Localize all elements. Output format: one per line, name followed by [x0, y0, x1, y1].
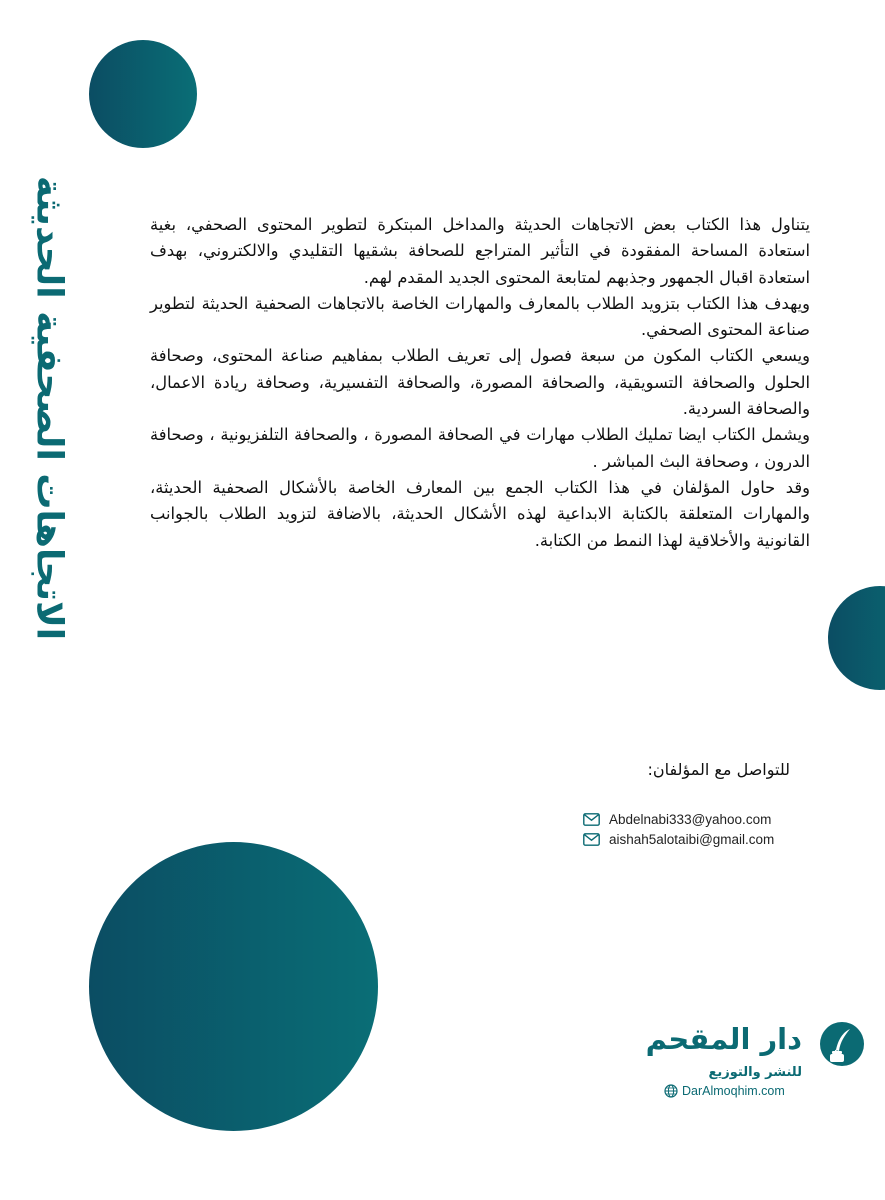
mail-icon — [583, 833, 600, 846]
spine-title: الاتجاهات الصحفية الحديثة — [28, 175, 70, 641]
decorative-circle-right — [828, 586, 885, 690]
globe-icon — [664, 1084, 678, 1098]
description-paragraph: ويشمل الكتاب ايضا تمليك الطلاب مهارات في الصحافة المصورة ، والصحافة التلفزيونية ، وصحافة الدرون ، وصحافة البث المباشر . — [150, 425, 810, 471]
contact-title: للتواصل مع المؤلفان: — [647, 760, 790, 779]
decorative-circle-large — [89, 842, 378, 1131]
quill-inkwell-icon — [818, 1020, 866, 1072]
description-paragraph: ويسعي الكتاب المكون من سبعة فصول إلى تعريف الطلاب بمفاهيم صناعة المحتوى، وصحافة الحلول والصحافة التسويقية، والصحافة المصورة، والصحافة التفسيرية، وصحافة ريادة الاعمال، والصحافة السردية. — [150, 346, 810, 419]
mail-icon — [583, 813, 600, 826]
publisher-logo — [640, 1018, 880, 1118]
publisher-subtitle: للنشر والتوزيع — [708, 1065, 802, 1080]
description-paragraph: يتناول هذا الكتاب بعض الاتجاهات الحديثة والمداخل المبتكرة لتطوير المحتوى الصحفي، بغية استعادة المساحة المفقودة في التأثير المتراجع للصحافة بشقيها التقليدي والالكتروني، بهدف استعادة اقبال الجمهور وجذبهم لمتابعة المحتوى الجديد المقدم لهم. — [150, 215, 810, 287]
book-description — [150, 212, 810, 554]
description-paragraph: ويهدف هذا الكتاب بتزويد الطلاب بالمعارف والمهارات الخاصة بالاتجاهات الصحفية الحديثة لتطوير صناعة المحتوى الصحفي. — [150, 293, 810, 340]
publisher-website[interactable] — [664, 1084, 785, 1098]
email-link[interactable]: Abdelnabi333@yahoo.com — [609, 811, 772, 827]
description-paragraph: وقد حاول المؤلفان في هذا الكتاب الجمع بين المعارف الخاصة بالأشكال الصحفية الحديثة، والمهارات المتعلقة بالكتابة الابداعية لهذه الأشكال الحديثة، بالاضافة لتزويد الطلاب بالجوانب القانونية والأخلاقية لهذا النمط من الكتابة. — [150, 477, 810, 550]
publisher-name: دار المقحم — [645, 1022, 802, 1056]
decorative-circle-top — [89, 40, 197, 148]
email-row[interactable] — [583, 829, 774, 849]
website-link[interactable]: DarAlmoqhim.com — [682, 1084, 785, 1098]
email-row[interactable] — [583, 809, 771, 829]
email-link[interactable]: aishah5alotaibi@gmail.com — [609, 831, 775, 847]
